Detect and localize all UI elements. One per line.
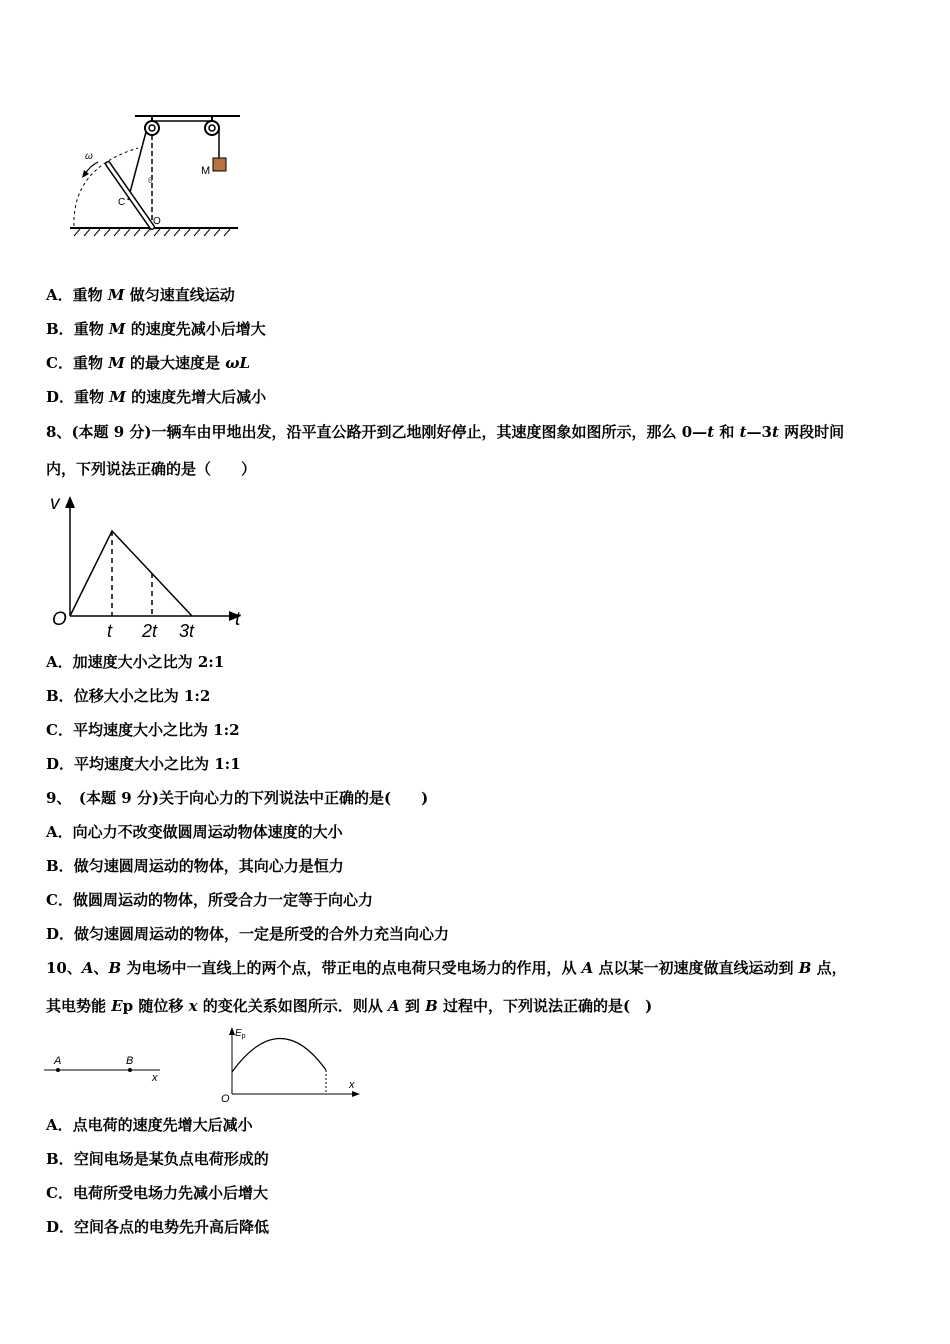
q10-ep-graph: [218, 1024, 363, 1104]
q8-option-b: B．位移大小之比为 1:2: [46, 687, 211, 705]
q7-option-a: A．重物 M 做匀速直线运动: [46, 286, 235, 304]
q10-point-b-label: B: [126, 1055, 134, 1067]
q9-option-c: C．做圆周运动的物体，所受合力一定等于向心力: [46, 891, 373, 909]
q10-option-c: C．电荷所受电场力先减小后增大: [46, 1184, 268, 1202]
q7-rod-c-label: C: [118, 197, 126, 208]
q9-option-b: B．做匀速圆周运动的物体，其向心力是恒力: [46, 857, 344, 875]
q9-stem: 9、 (本题 9 分)关于向心力的下列说法中正确的是( ): [46, 789, 429, 807]
q8-tick-2t: 2t: [142, 621, 158, 641]
q7-pulley-figure: [60, 108, 250, 238]
q10-graph-x-label: x: [349, 1079, 355, 1091]
q8-v-axis-label: v: [50, 493, 60, 514]
q7-omega-label: ω: [85, 151, 93, 162]
q10-line-figure: [42, 1050, 167, 1085]
q8-velocity-graph: [45, 492, 255, 642]
q8-tick-t: t: [107, 621, 113, 641]
q10-option-d: D．空间各点的电势先升高后降低: [46, 1218, 270, 1236]
q10-point-a-label: A: [54, 1055, 62, 1067]
q8-tick-3t: 3t: [179, 621, 195, 641]
q9-option-a: A．向心力不改变做圆周运动物体速度的大小: [46, 823, 343, 841]
q8-option-c: C．平均速度大小之比为 1:2: [46, 721, 240, 739]
q8-option-a: A．加速度大小之比为 2:1: [46, 653, 225, 671]
q7-mass-label: M: [201, 165, 211, 177]
q7-option-b: B．重物 M 的速度先减小后增大: [46, 320, 266, 338]
q10-line-x-label: x: [152, 1072, 158, 1084]
q10-graph-origin-label: O: [221, 1093, 230, 1104]
q9-option-d: D．做匀速圆周运动的物体，一定是所受的合外力充当向心力: [46, 925, 450, 943]
q7-option-c: C．重物 M 的最大速度是 ωL: [46, 354, 251, 372]
q8-origin-label: O: [52, 609, 67, 630]
q8-stem-line2: 内，下列说法正确的是（ ）: [46, 460, 257, 478]
q10-stem-line2: 其电势能 Ep 随位移 x 的变化关系如图所示．则从 A 到 B 过程中，下列说法正确的是( ): [46, 997, 653, 1015]
q8-t-axis-label: t: [235, 609, 241, 630]
q10-option-a: A．点电荷的速度先增大后减小: [46, 1116, 253, 1134]
q7-pivot-o-label: O: [153, 216, 161, 227]
q10-option-b: B．空间电场是某负点电荷形成的: [46, 1150, 269, 1168]
q8-stem-line1: 8、(本题 9 分)一辆车由甲地出发，沿平直公路开到乙地刚好停止，其速度图象如图所示，那么 0—t 和 t—3t 两段时间: [46, 423, 845, 441]
q7-option-d: D．重物 M 的速度先增大后减小: [46, 388, 267, 406]
q8-option-d: D．平均速度大小之比为 1:1: [46, 755, 241, 773]
q7-theta-label: θ: [148, 176, 153, 185]
q10-ep-axis-label: $E_p$: [235, 1028, 246, 1040]
q10-stem-line1: 10、A、B 为电场中一直线上的两个点，带正电的点电荷只受电场力的作用，从 A 点以某一初速度做直线运动到 B 点，: [46, 959, 847, 977]
